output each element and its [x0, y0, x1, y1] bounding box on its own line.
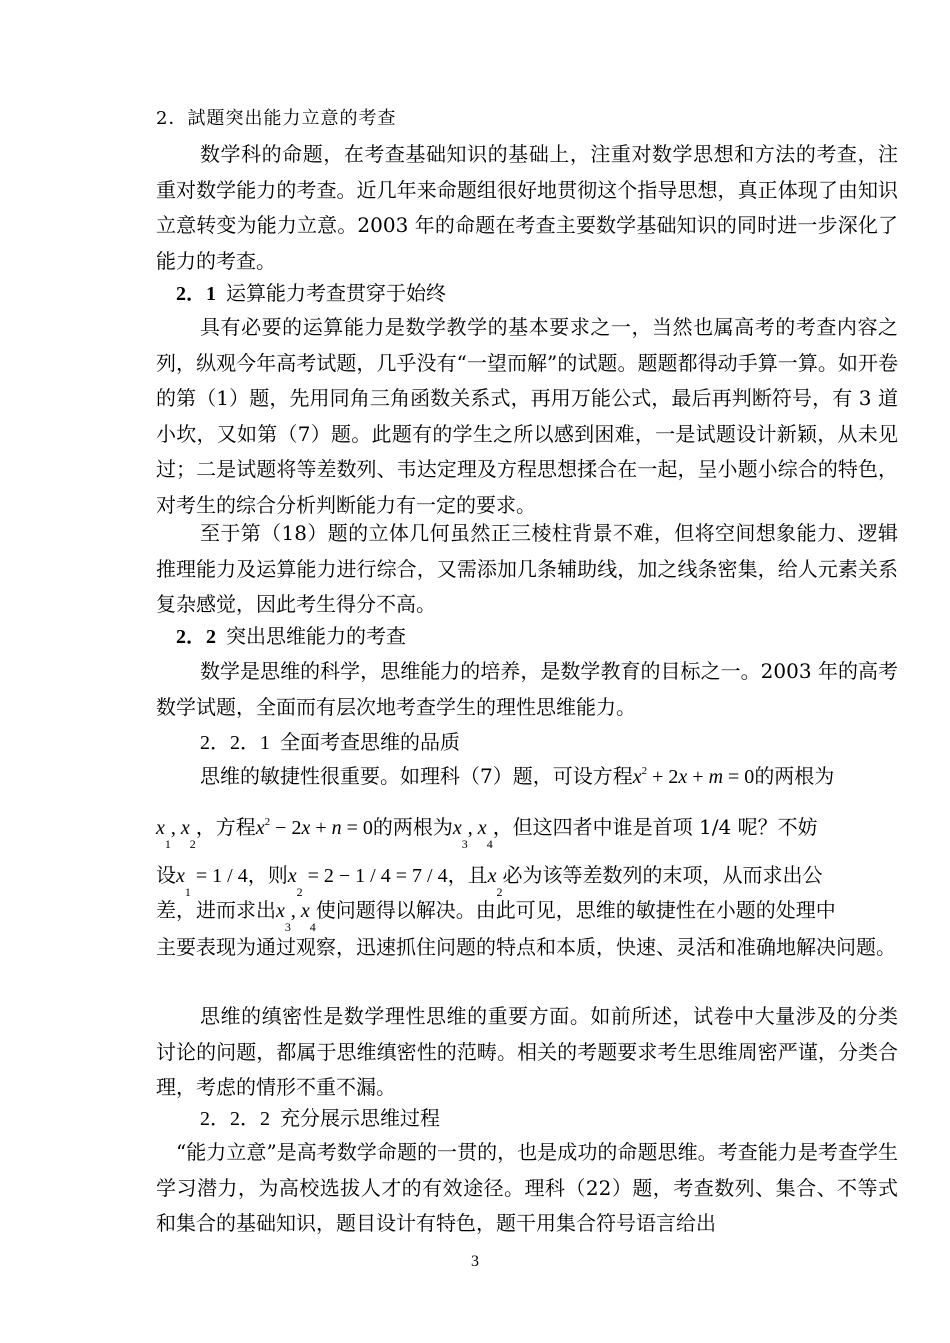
section-heading: 2．試題突出能力立意的考查 — [156, 108, 397, 129]
math-text: ，方程 — [195, 815, 256, 839]
math-text: ，但这四者中谁是首项 1/4 呢？不妨 — [492, 815, 818, 839]
math-line-1: 思维的敏捷性很重要。如理科（7）题，可设方程$x^2 + 2x + m = 0$的两根为 — [200, 764, 835, 788]
paragraph-2-2-1-b: 思维的缜密性是数学理性思维的重要方面。如前所述，试卷中大量涉及的分类讨论的问题，都属于思维缜密性的范畴。相关的考题要求考生思维周密严谨，分类合理，考虑的情形不重不漏。 — [156, 1004, 898, 1099]
subsection-2-2-number: 2．2 — [176, 626, 216, 648]
subsection-2-2-1-title: 全面考查思维的品质 — [280, 730, 460, 754]
subsection-2-2-heading — [176, 621, 406, 652]
subsection-2-2-2-title: 充分展示思维过程 — [280, 1106, 440, 1130]
paragraph-2-2-1-tail: 主要表现为通过观察，迅速抓住问题的特点和本质，快速、灵活和准确地解决问题。 — [156, 935, 896, 959]
math-text: 差，进而求出 — [156, 898, 276, 922]
math-text: 必为该等差数列的末项，从而求出公 — [502, 863, 823, 887]
math-text: 使问题得以解决。由此可见，思维的敏捷性在小题的处理中 — [315, 898, 836, 922]
math-text: 设 — [156, 863, 176, 887]
paragraph-2-2: 数学是思维的科学，思维能力的培养，是数学教育的目标之一。2003 年的高考数学试题，全面而有层次地考查学生的理性思维能力。 — [156, 659, 898, 719]
math-line-4: 差，进而求出$x_3$, $x_4$使问题得以解决。由此可见，思维的敏捷性在小题的处理中 — [156, 898, 836, 934]
math-line-2: $x_1$, $x_2$，方程$x^2 - 2x + n = 0$的两根为$x_3$, $x_4$，但这四者中谁是首项 1/4 呢？不妨 — [156, 815, 818, 851]
math-text: 思维的敏捷性很重要。如理科（7）题，可设方程 — [200, 764, 633, 788]
subsection-2-1-title: 运算能力考查贯穿于始终 — [226, 281, 446, 305]
subsection-2-2-2-heading — [200, 1103, 440, 1134]
math-text: ，则 — [247, 863, 288, 887]
subsection-2-1-heading — [176, 278, 446, 309]
paragraph-2-2-2: “能力立意”是高考数学命题的一贯的，也是成功的命题思维。考查能力是考查学生学习潜力，为高校选拔人才的有效途径。理科（22）题，考查数列、集合、不等式和集合的基础知识，题目设计有特色，题干用集合符号语言给出 — [156, 1140, 898, 1235]
math-line-3: 设$x_1 = 1 / 4$，则$x_2 = 2 - 1 / 4 = 7 / 4$，且$x_2$必为该等差数列的末项，从而求出公 — [156, 863, 823, 899]
paragraph-2-1-b: 至于第（18）题的立体几何虽然正三棱柱背景不难，但将空间想象能力、逻辑推理能力及运算能力进行综合，又需添加几条辅助线，加之线条密集，给人元素关系复杂感觉，因此考生得分不高。 — [156, 521, 898, 616]
subsection-2-2-2-number: 2．2．2 — [200, 1108, 270, 1130]
subsection-2-2-1-number: 2．2．1 — [200, 732, 270, 754]
paragraph-2-1-a: 具有必要的运算能力是数学教学的基本要求之一，当然也属高考的考查内容之列，纵观今年高考试题，几乎没有“一望而解”的试题。题题都得动手算一算。如开卷的第（1）题，先用同角三角函数关系式，再用万能公式，最后再判断符号，有 3 道小坎，又如第（7）题。此题有的学生之所以感到困难，一是试题设计新颖，从未见过；二是试题将等差数列、韦达定理及方程思想揉合在一起，呈小题小综合的特色，对考生的综合分析判断能力有一定的要求。 — [156, 315, 898, 517]
subsection-2-2-1-heading — [200, 727, 460, 758]
math-text: 的两根为 — [754, 764, 835, 788]
math-text: ，且 — [447, 863, 488, 887]
subsection-2-2-title: 突出思维能力的考查 — [226, 624, 406, 648]
math-text: 的两根为 — [372, 815, 453, 839]
intro-paragraph: 数学科的命题，在考查基础知识的基础上，注重对数学思想和方法的考查，注重对数学能力的考查。近几年来命题组很好地贯彻这个指导思想，真正体现了由知识立意转变为能力立意。2003 年的命题在考查主要数学基础知识的同时进一步深化了能力的考查。 — [156, 142, 898, 273]
subsection-2-1-number: 2．1 — [176, 283, 216, 305]
page-number: 3 — [471, 1253, 479, 1270]
